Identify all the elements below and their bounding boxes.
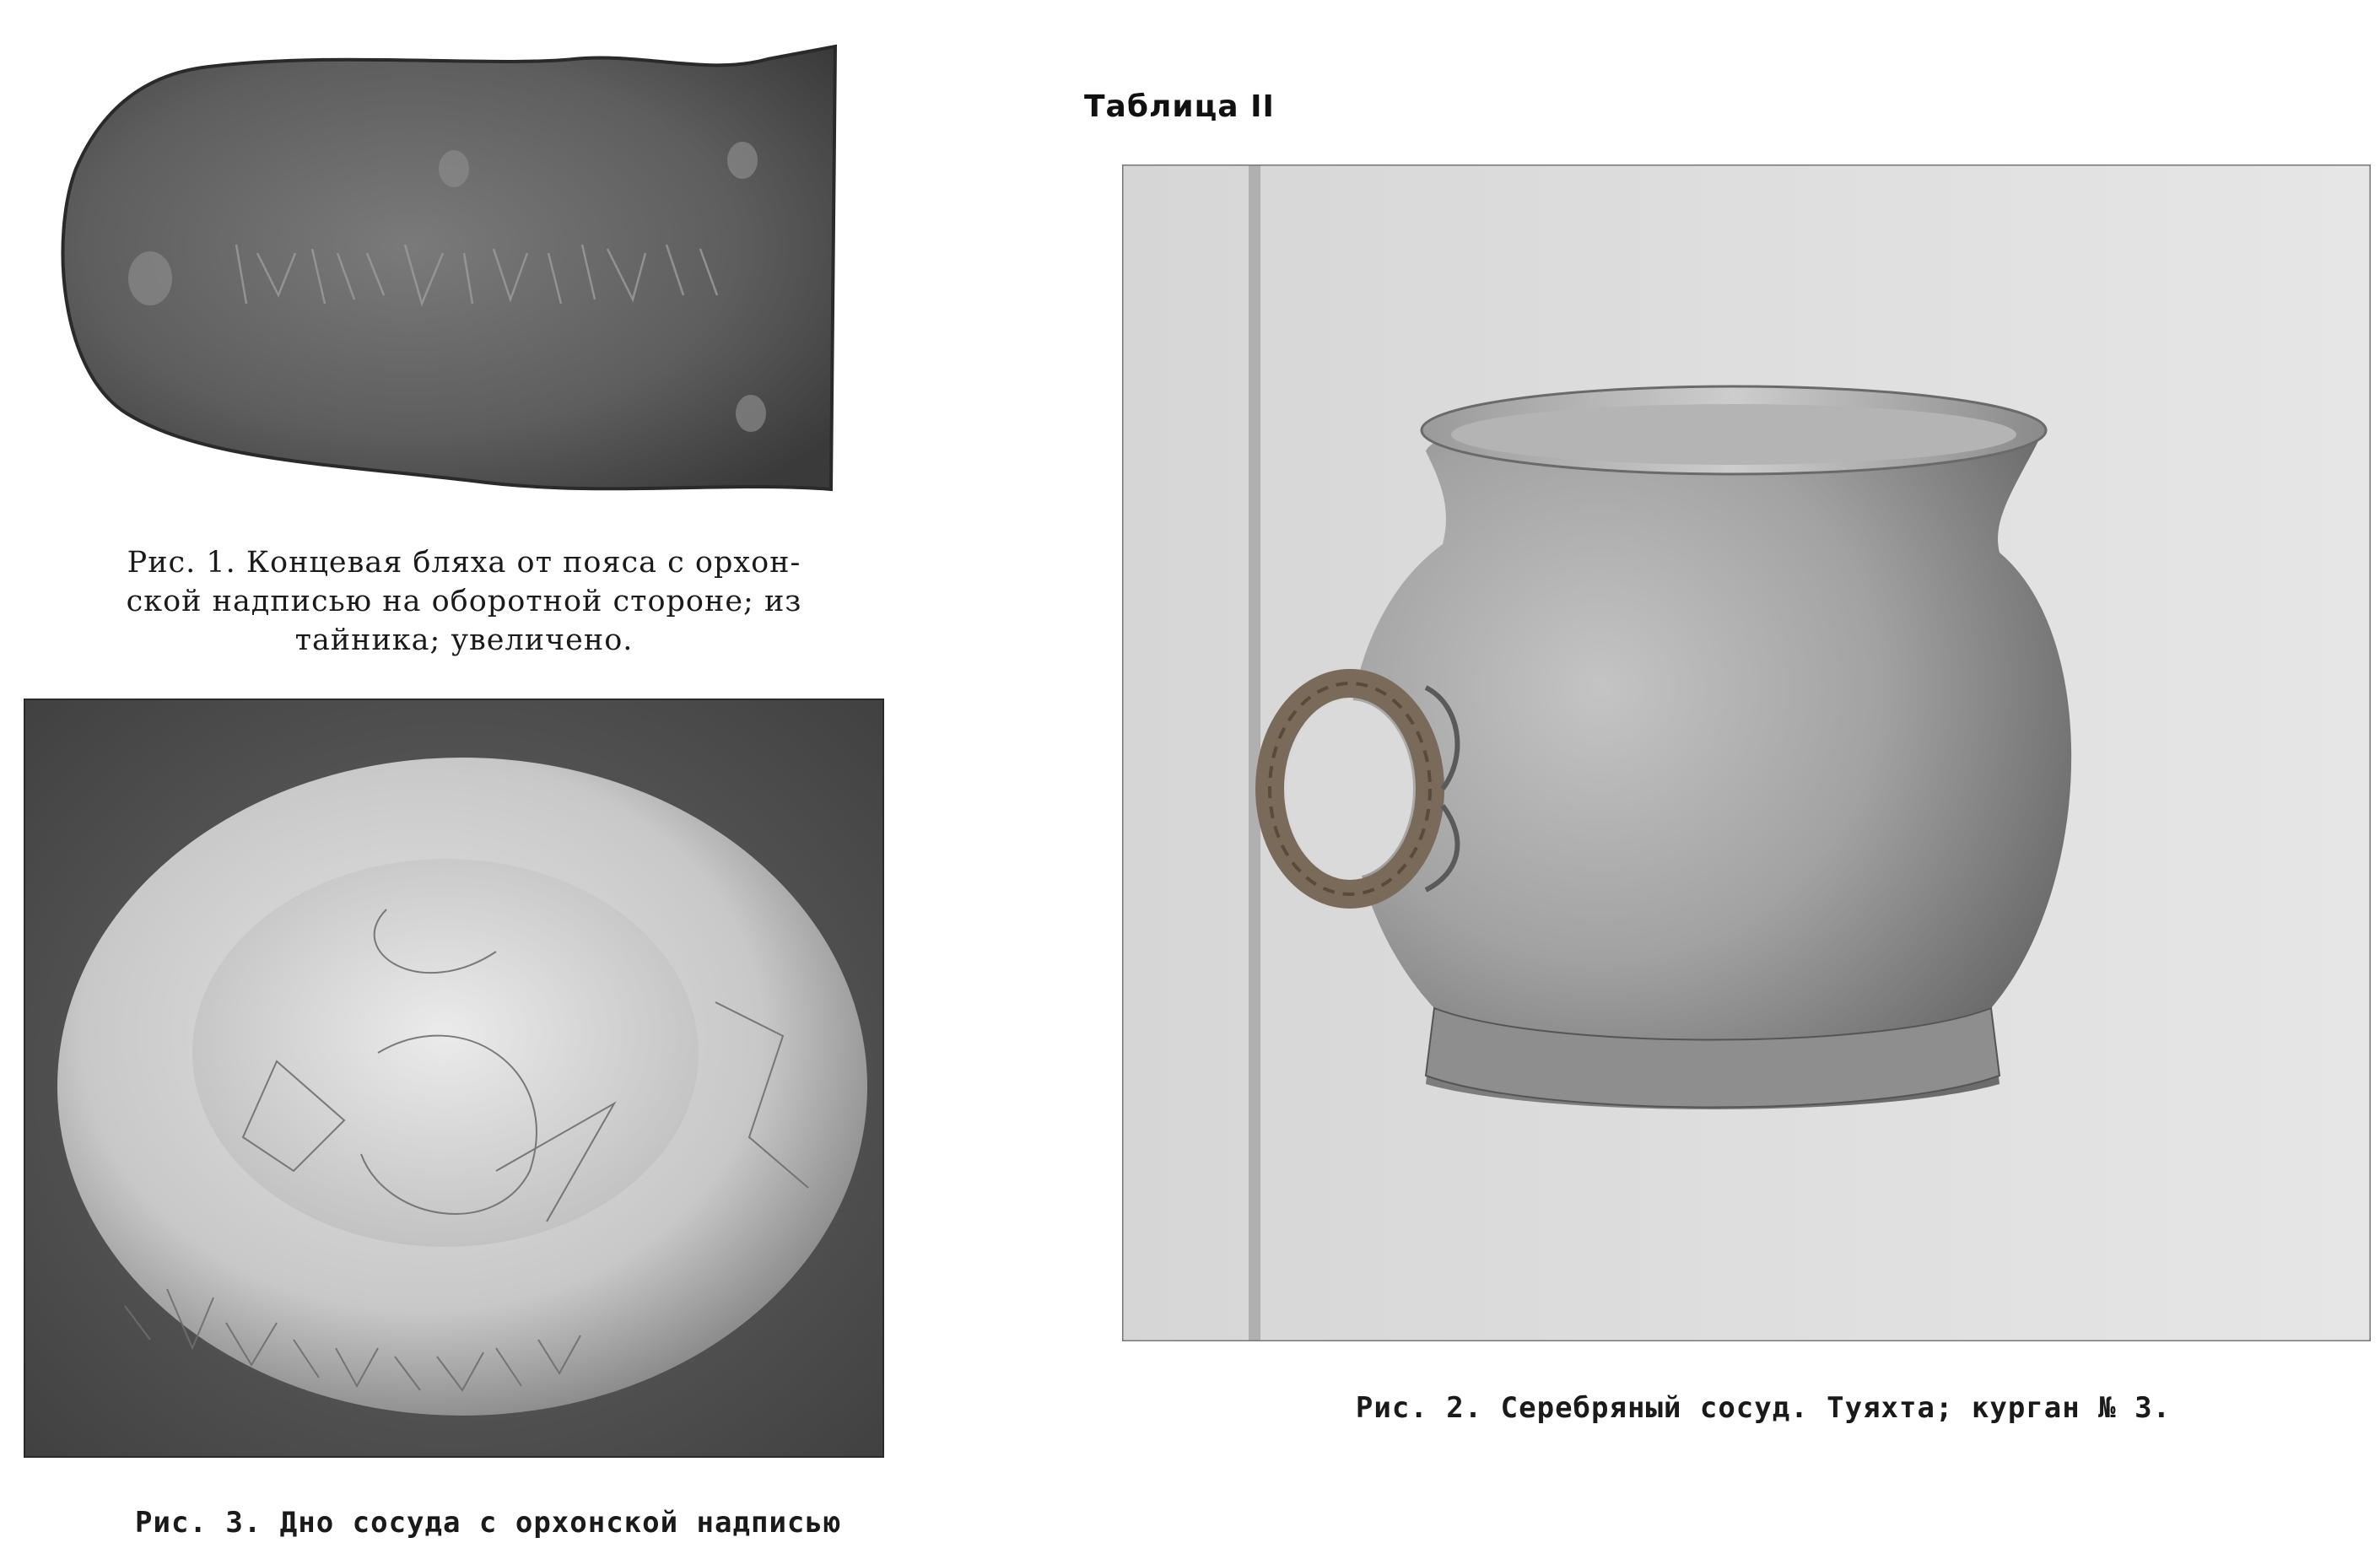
figure-3-caption: Рис. 3. Дно сосуда с орхонской надписью (135, 1506, 842, 1540)
silver-vessel-photo-icon (1122, 165, 2371, 1341)
belt-plaque-photo-icon (51, 42, 852, 498)
figure-1-caption-line-2: ской надписью на оборотной стороне; из (126, 585, 802, 618)
vessel-bottom-photo-icon (24, 699, 884, 1458)
plate-title: Таблица II (1084, 89, 1275, 124)
figure-1-caption-line-3: тайника; увеличено. (294, 623, 634, 657)
figure-1-caption-line-1: Рис. 1. Концевая бляха от пояса с орхон- (127, 546, 801, 580)
figure-3-vessel-bottom-photo (24, 699, 884, 1458)
figure-2-caption: Рис. 2. Серебряный сосуд. Туяхта; курган № 3. (1355, 1391, 2172, 1425)
figure-1-belt-plaque-photo (51, 42, 852, 498)
figure-2-silver-vessel-photo (1122, 165, 2371, 1341)
figure-1-caption (84, 543, 844, 660)
